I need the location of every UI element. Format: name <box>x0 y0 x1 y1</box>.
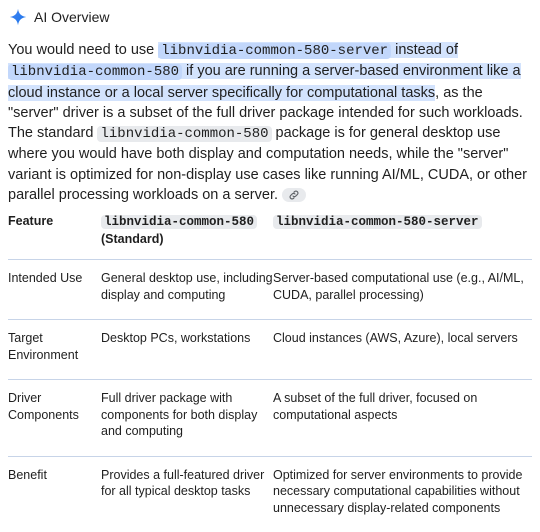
cell-feature: Benefit <box>8 456 101 532</box>
link-icon <box>288 189 300 201</box>
table-row <box>8 260 532 320</box>
cell-server: Cloud instances (AWS, Azure), local servers <box>273 320 532 380</box>
cell-standard: Provides a full-featured driver for all typical desktop tasks <box>101 456 273 532</box>
cell-standard: Full driver package with components for both display and computing <box>101 380 273 457</box>
cell-server: Server-based computational use (e.g., AI/ML, CUDA, parallel processing) <box>273 260 532 320</box>
para-text-1: You would need to use <box>8 42 159 58</box>
table-row <box>8 456 532 532</box>
cell-standard: General desktop use, including display and computing <box>101 260 273 320</box>
ai-overview-header <box>8 0 532 34</box>
header-standard-sub: (Standard) <box>101 231 164 246</box>
cell-feature: Driver Components <box>8 380 101 457</box>
table-header-row <box>8 213 532 260</box>
header-server <box>273 213 532 260</box>
sparkle-icon <box>8 7 28 27</box>
table-row <box>8 380 532 457</box>
cell-feature: Intended Use <box>8 260 101 320</box>
overview-paragraph <box>8 40 532 205</box>
header-standard-code: libnvidia-common-580 <box>101 215 257 229</box>
header-feature: Feature <box>8 214 54 229</box>
para-text-3: if you are running a server-based environment like a cloud instance or a local server specifically for computational tasks <box>8 63 521 101</box>
header-standard <box>101 213 273 260</box>
cell-server: Optimized for server environments to provide necessary computational capabilities without unnecessary display-related components <box>273 456 532 532</box>
header-server-code: libnvidia-common-580-server <box>273 215 482 229</box>
table-row <box>8 320 532 380</box>
cell-feature: Target Environment <box>8 320 101 380</box>
para-text-4: , as the "server" driver is a subset of the full driver package intended for such workloads. The standard <box>8 84 523 142</box>
code-standard-package-2: libnvidia-common-580 <box>97 126 271 142</box>
code-server-package: libnvidia-common-580-server <box>158 43 391 59</box>
source-link-button[interactable] <box>282 188 306 202</box>
ai-overview-title: AI Overview <box>34 9 110 25</box>
cell-standard: Desktop PCs, workstations <box>101 320 273 380</box>
code-standard-package: libnvidia-common-580 <box>8 64 182 80</box>
cell-server: A subset of the full driver, focused on computational aspects <box>273 380 532 457</box>
para-text-5: package is for general desktop use where you would have both display and computation needs, while the "server" variant is optimized for non-display use cases like running AI/ML, CUDA, or other parallel processing workloads on a server. <box>8 125 528 204</box>
comparison-table <box>8 213 532 532</box>
para-text-2: instead of <box>391 42 458 58</box>
